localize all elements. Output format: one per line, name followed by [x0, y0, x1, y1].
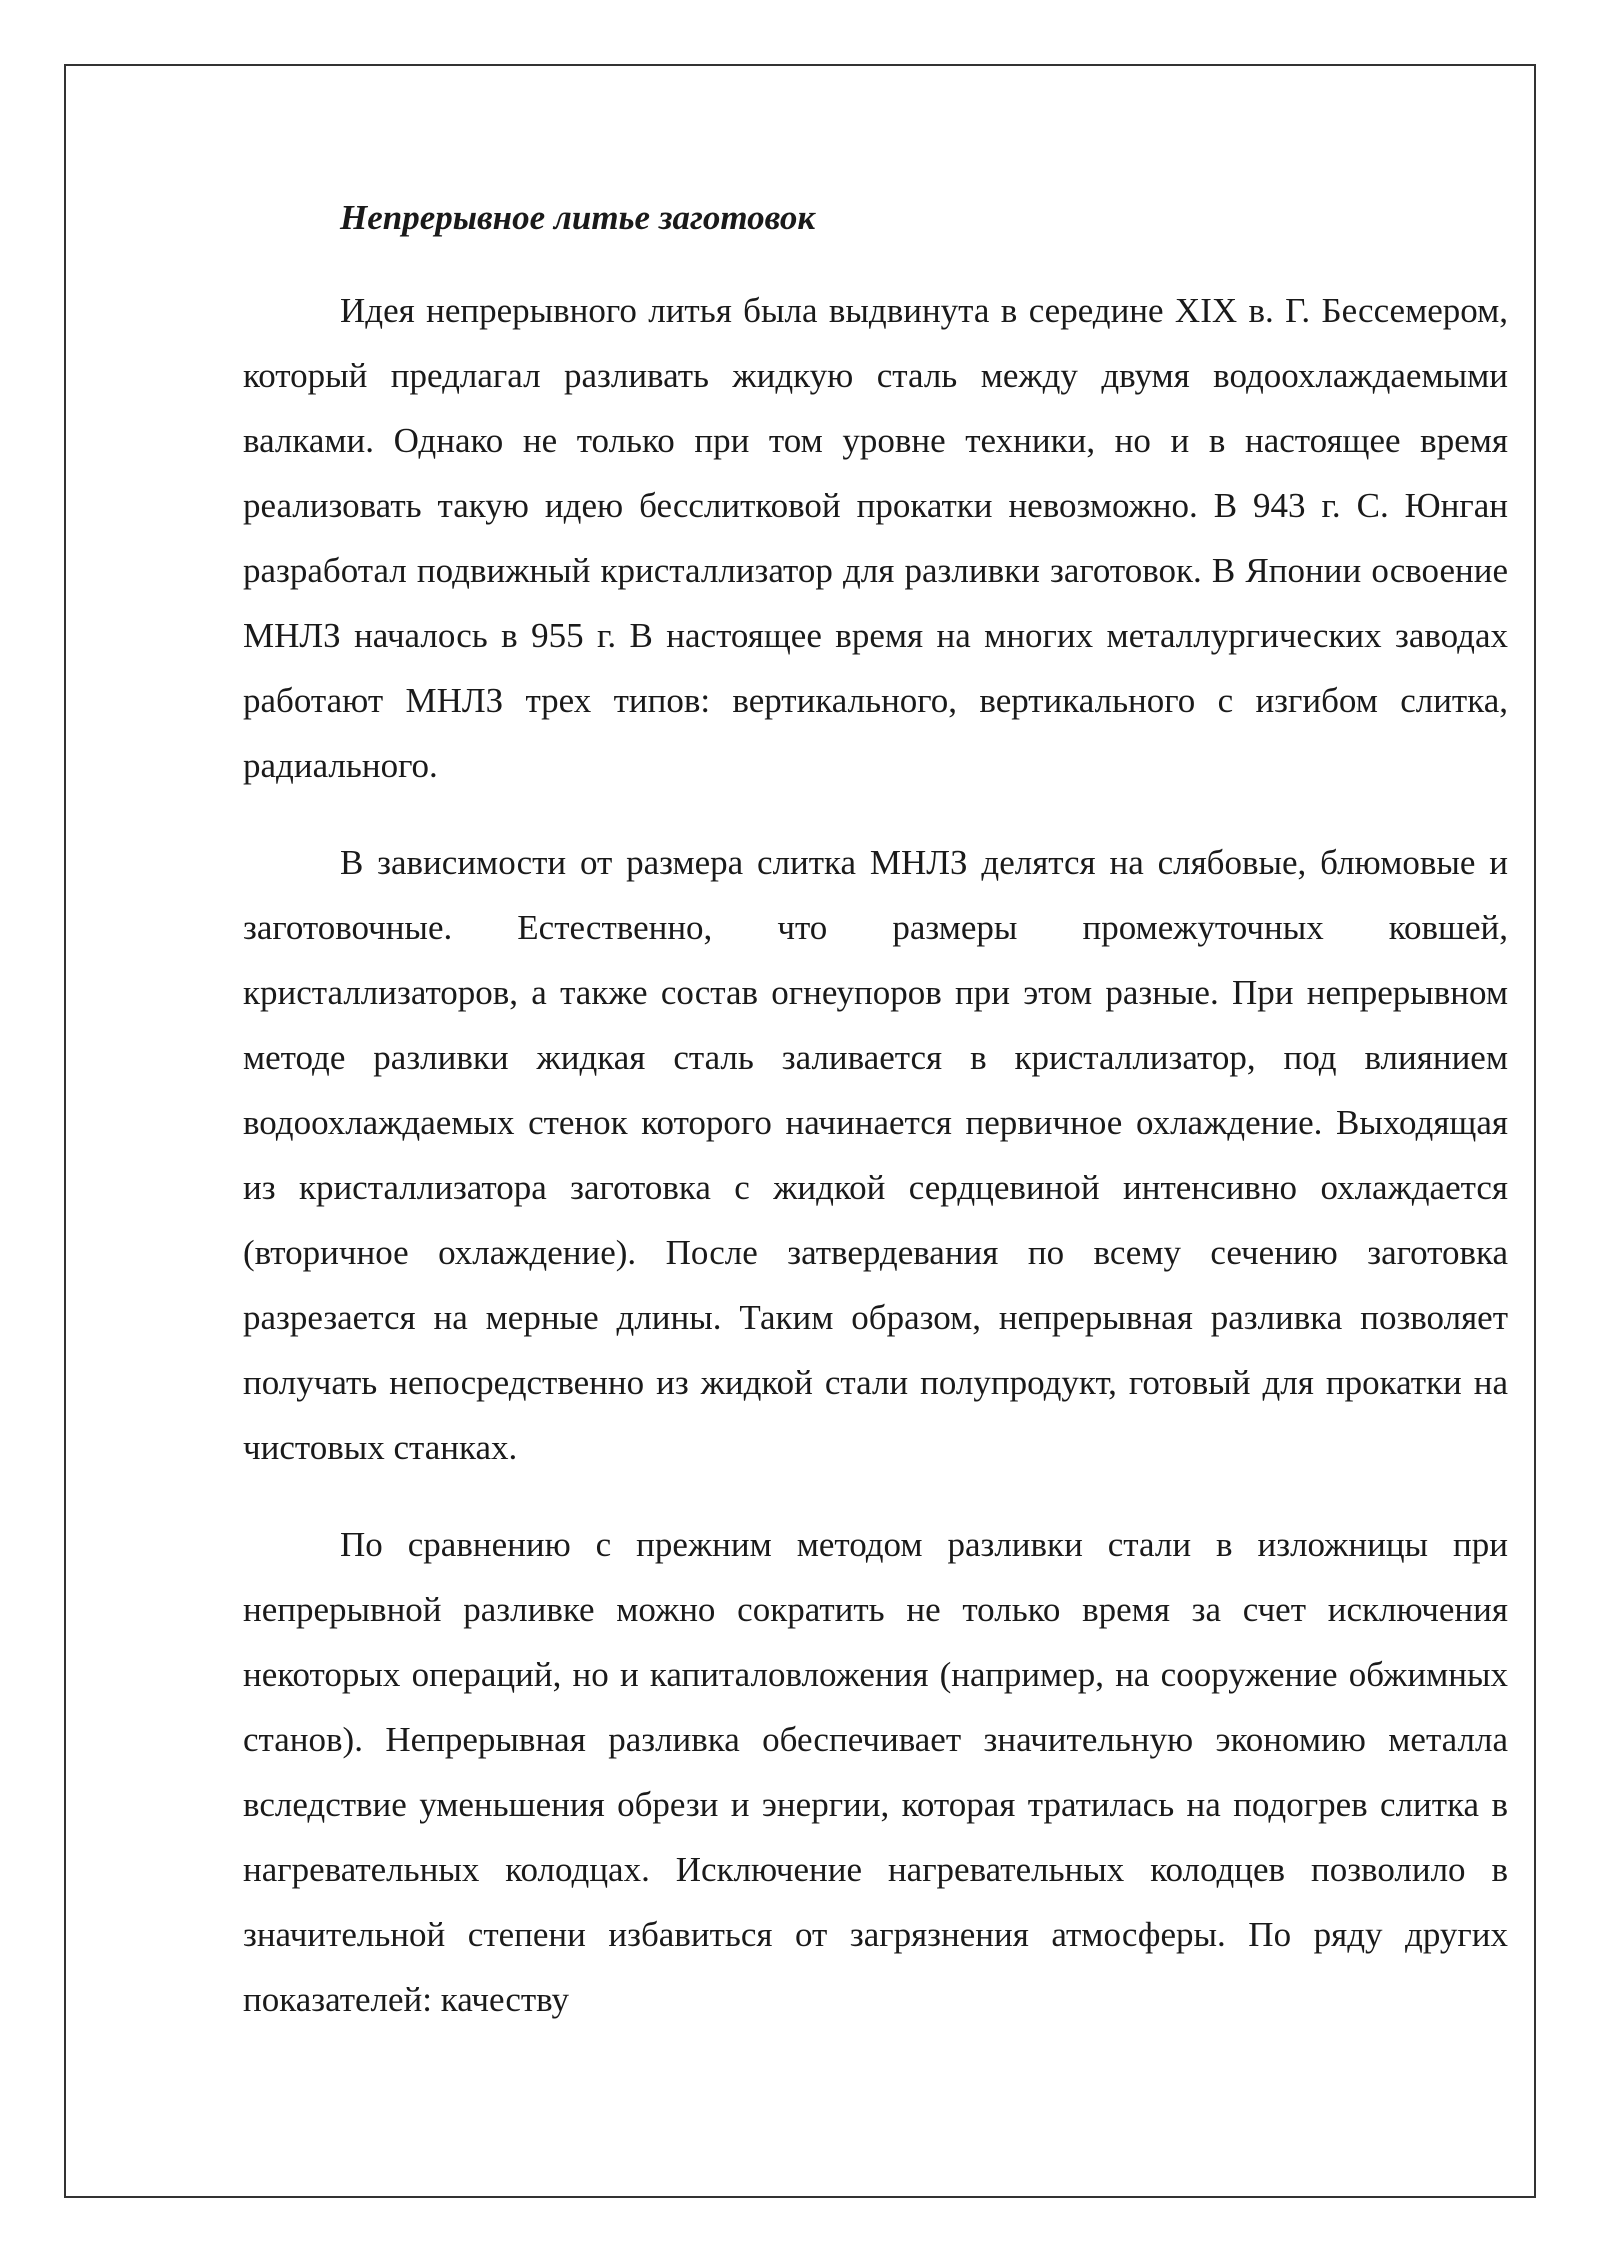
- document-body: [243, 190, 1508, 2064]
- paragraph-1: Идея непрерывного литья была выдвинута в середине XIX в. Г. Бессемером, который предлагал разливать жидкую сталь между двумя водоохлаждаемыми валками. Однако не только при том уровне техники, но и в настоящее время реализовать такую идею бесслитковой прокатки невозможно. В 943 г. С. Юнган разработал подвижный кристаллизатор для разливки заготовок. В Японии освоение МНЛЗ началось в 955 г. В настоящее время на многих металлургических заводах работают МНЛЗ трех типов: вертикального, вертикального с изгибом слитка, радиального.: [243, 291, 1508, 785]
- paragraph-2: В зависимости от размера слитка МНЛЗ делятся на слябовые, блюмовые и заготовочные. Естественно, что размеры промежуточных ковшей, кристаллизаторов, а также состав огнеупоров при этом разные. При непрерывном методе разливки жидкая сталь заливается в кристаллизатор, под влиянием водоохлаждаемых стенок которого начинается первичное охлаждение. Выходящая из кристаллизатора заготовка с жидкой сердцевиной интенсивно охлаждается (вторичное охлаждение). После затвердевания по всему сечению заготовка разрезается на мерные длины. Таким образом, непрерывная разливка позволяет получать непосредственно из жидкой стали полупродукт, готовый для прокатки на чистовых станках.: [243, 843, 1508, 1467]
- document-title: Непрерывное литье заготовок: [340, 198, 816, 237]
- paragraph-3: По сравнению с прежним методом разливки стали в изложницы при непрерывной разливке можно сократить не только время за счет исключения некоторых операций, но и капиталовложения (например, на сооружение обжимных станов). Непрерывная разливка обеспечивает значительную экономию металла вследствие уменьшения обрези и энергии, которая тратилась на подогрев слитка в нагревательных колодцах. Исключение нагревательных колодцев позволило в значительной степени избавиться от загрязнения атмосферы. По ряду других показателей: качеству: [243, 1525, 1508, 2019]
